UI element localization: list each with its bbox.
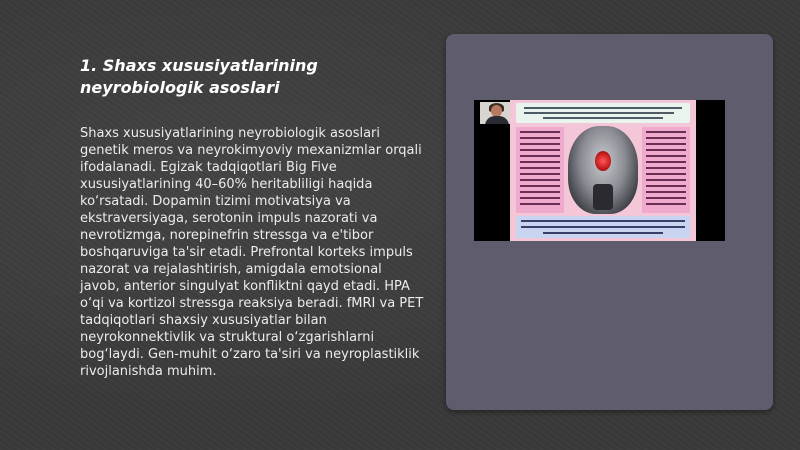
footer-text-line: [543, 232, 663, 234]
text-line: [520, 185, 560, 187]
text-line: [520, 191, 560, 193]
text-line: [520, 131, 560, 133]
text-line: [646, 161, 686, 163]
thumbnail-right-column: [642, 127, 690, 213]
slide-title: 1. Shaxs xususiyatlarining neyrobiologik asoslari: [80, 56, 318, 97]
brain-illustration: [568, 126, 638, 214]
header-text-line: [543, 117, 663, 119]
text-line: [646, 191, 686, 193]
brain-highlight: [595, 151, 611, 171]
text-line: [520, 179, 560, 181]
text-line: [646, 155, 686, 157]
text-line: [646, 203, 686, 205]
text-line: [646, 149, 686, 151]
footer-text-line: [521, 226, 685, 228]
text-line: [520, 203, 560, 205]
text-line: [520, 143, 560, 145]
thumbnail-left-column: [516, 127, 564, 213]
text-line: [646, 167, 686, 169]
footer-text-line: [521, 220, 685, 222]
embedded-video-screenshot: [474, 100, 725, 241]
presenter-webcam: [480, 102, 514, 124]
text-line: [646, 131, 686, 133]
text-line: [646, 143, 686, 145]
header-text-line: [524, 107, 682, 109]
thumbnail-footer: [516, 216, 690, 238]
text-line: [646, 197, 686, 199]
presenter-body: [485, 116, 509, 124]
header-text-line: [524, 112, 674, 114]
text-line: [520, 161, 560, 163]
text-line: [520, 197, 560, 199]
text-line: [646, 173, 686, 175]
text-line: [646, 185, 686, 187]
text-line: [520, 149, 560, 151]
text-line: [520, 173, 560, 175]
slide-body-text: Shaxs xususiyatlarining neyrobiologik asoslari genetik meros va neyrokimyoviy mexanizmlar orqali ifodalanadi. Egizak tadqiqotlari Big Five xususiyatlarining 40–60% heritabliligi haqida ko‘rsatadi. Dopamin tizimi motivatsiya va ekstraversiyaga, serotonin impuls nazorati va nevrotizmga, norepinefrin stressga va e'tibor boshqaruviga ta'sir etadi. Prefrontal korteks impuls nazorat va rejalashtirish, amigdala emotsional javob, anterior singulyat konfliktni qayd etadi. HPA o‘qi va kortizol stressga reaksiya beradi. fMRI va PET tadqiqotlari shaxsiy xususiyatlar bilan neyrokonnektivlik va struktural o‘zgarishlarni bog‘laydi. Gen-muhit o‘zaro ta'siri va neyroplastiklik rivojlanishda muhim.: [80, 126, 424, 379]
text-line: [646, 137, 686, 139]
text-line: [520, 155, 560, 157]
slide-thumbnail: [510, 100, 696, 241]
thumbnail-header: [516, 103, 690, 123]
text-line: [646, 179, 686, 181]
text-line: [520, 137, 560, 139]
text-line: [520, 167, 560, 169]
brain-stem: [593, 184, 613, 210]
